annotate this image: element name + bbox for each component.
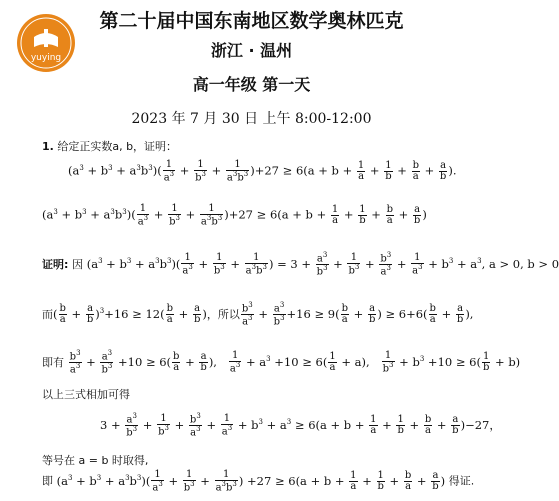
restated-inequality: $(a^3 + b^3 + a^3b^3)$( $\frac{1}{a^3}$ + $\frac{1}{b^3}$ + $\frac{1}{a^3b^3}$ )+27 ≥ 6(a + b + $\frac{1}{a}$ + $\frac{1}{b}$ + $\frac{b}{a}$ + $\frac{a}{b}$ ) — [42, 203, 427, 228]
sum-statement: 以上三式相加可得 — [42, 388, 130, 401]
equality-condition: 等号在 a = b 时取得, — [42, 454, 149, 467]
problem-inequality: $(a^3 + b^3 + a^3b^3)$( $\frac{1}{a^3}$ + $\frac{1}{b^3}$ + $\frac{1}{a^3b^3}$ )+27 ≥ 6(a + b + $\frac{1}{a}$ + $\frac{1}{b}$ + $\frac{b}{a}$ + $\frac{a}{b}$ ). — [68, 159, 457, 184]
contest-region: 浙江 · 温州 — [210, 41, 293, 60]
conclusion-line: 即 $(a^3 + b^3 + a^3b^3)$( $\frac{1}{a^3}$ + $\frac{1}{b^3}$ + $\frac{1}{a^3b^3}$ ) +27 ≥ 6(a + b + $\frac{1}{a}$ + $\frac{1}{b}$ + $\frac{b}{a}$ + $\frac{a}{b}$ ) 得证. — [42, 469, 475, 494]
proof-line-2: 而( $\frac{b}{a}$ + $\frac{a}{b}$ )$^3$+16 ≥ 12( $\frac{b}{a}$ + $\frac{a}{b}$ )，所以 $\frac{b^3}{a^3}$ + $\frac{a^3}{b^3}$ +16 ≥ 9( $\frac{b}{a}$ + $\frac{a}{b}$ ) ≥ 6+6( $\frac{b}{a}$ + $\frac{a}{b}$ ), — [42, 301, 474, 328]
proof-line-1: 证明: 因 $(a^3 + b^3 + a^3b^3)$( $\frac{1}{a^3}$ + $\frac{1}{b^3}$ + $\frac{1}{a^3b^3}$ ) = 3 + $\frac{a^3}{b^3}$ + $\frac{1}{b^3}$ + $\frac{b^3}{a^3}$ + $\frac{1}{a^3}$ + $b^3 + a^3$, a > 0, b > 0 — [42, 251, 559, 278]
grade-day: 高一年级 第一天 — [192, 75, 311, 94]
logo-text: yuying — [30, 53, 62, 63]
contest-title: 第二十届中国东南地区数学奥林匹克 — [99, 10, 404, 32]
proof-line-3: 即有 $\frac{b^3}{a^3}$ + $\frac{a^3}{b^3}$ +10 ≥ 6( $\frac{b}{a}$ + $\frac{a}{b}$ ), $\frac{1}{a^3}$ + $a^3 +10 \ge 6$( $\frac{1}{a}$ + a), $\frac{1}{b^3}$ + $b^3 +10 \ge 6$( $\frac{1}{b}$ + b) — [42, 349, 521, 376]
summed-inequality: 3 + $\frac{a^3}{b^3}$ + $\frac{1}{b^3}$ + $\frac{b^3}{a^3}$ + $\frac{1}{a^3}$ + $b^3 + a^3 \ge 6(a + b$ + $\frac{1}{a}$ + $\frac{1}{b}$ + $\frac{b}{a}$ + $\frac{a}{b}$ )−27， — [100, 412, 501, 439]
exam-date-time: 2023 年 7 月 30 日 上午 8:00-12:00 — [131, 111, 372, 127]
problem-stem: 1. 给定正实数a, b，证明： — [42, 140, 178, 153]
